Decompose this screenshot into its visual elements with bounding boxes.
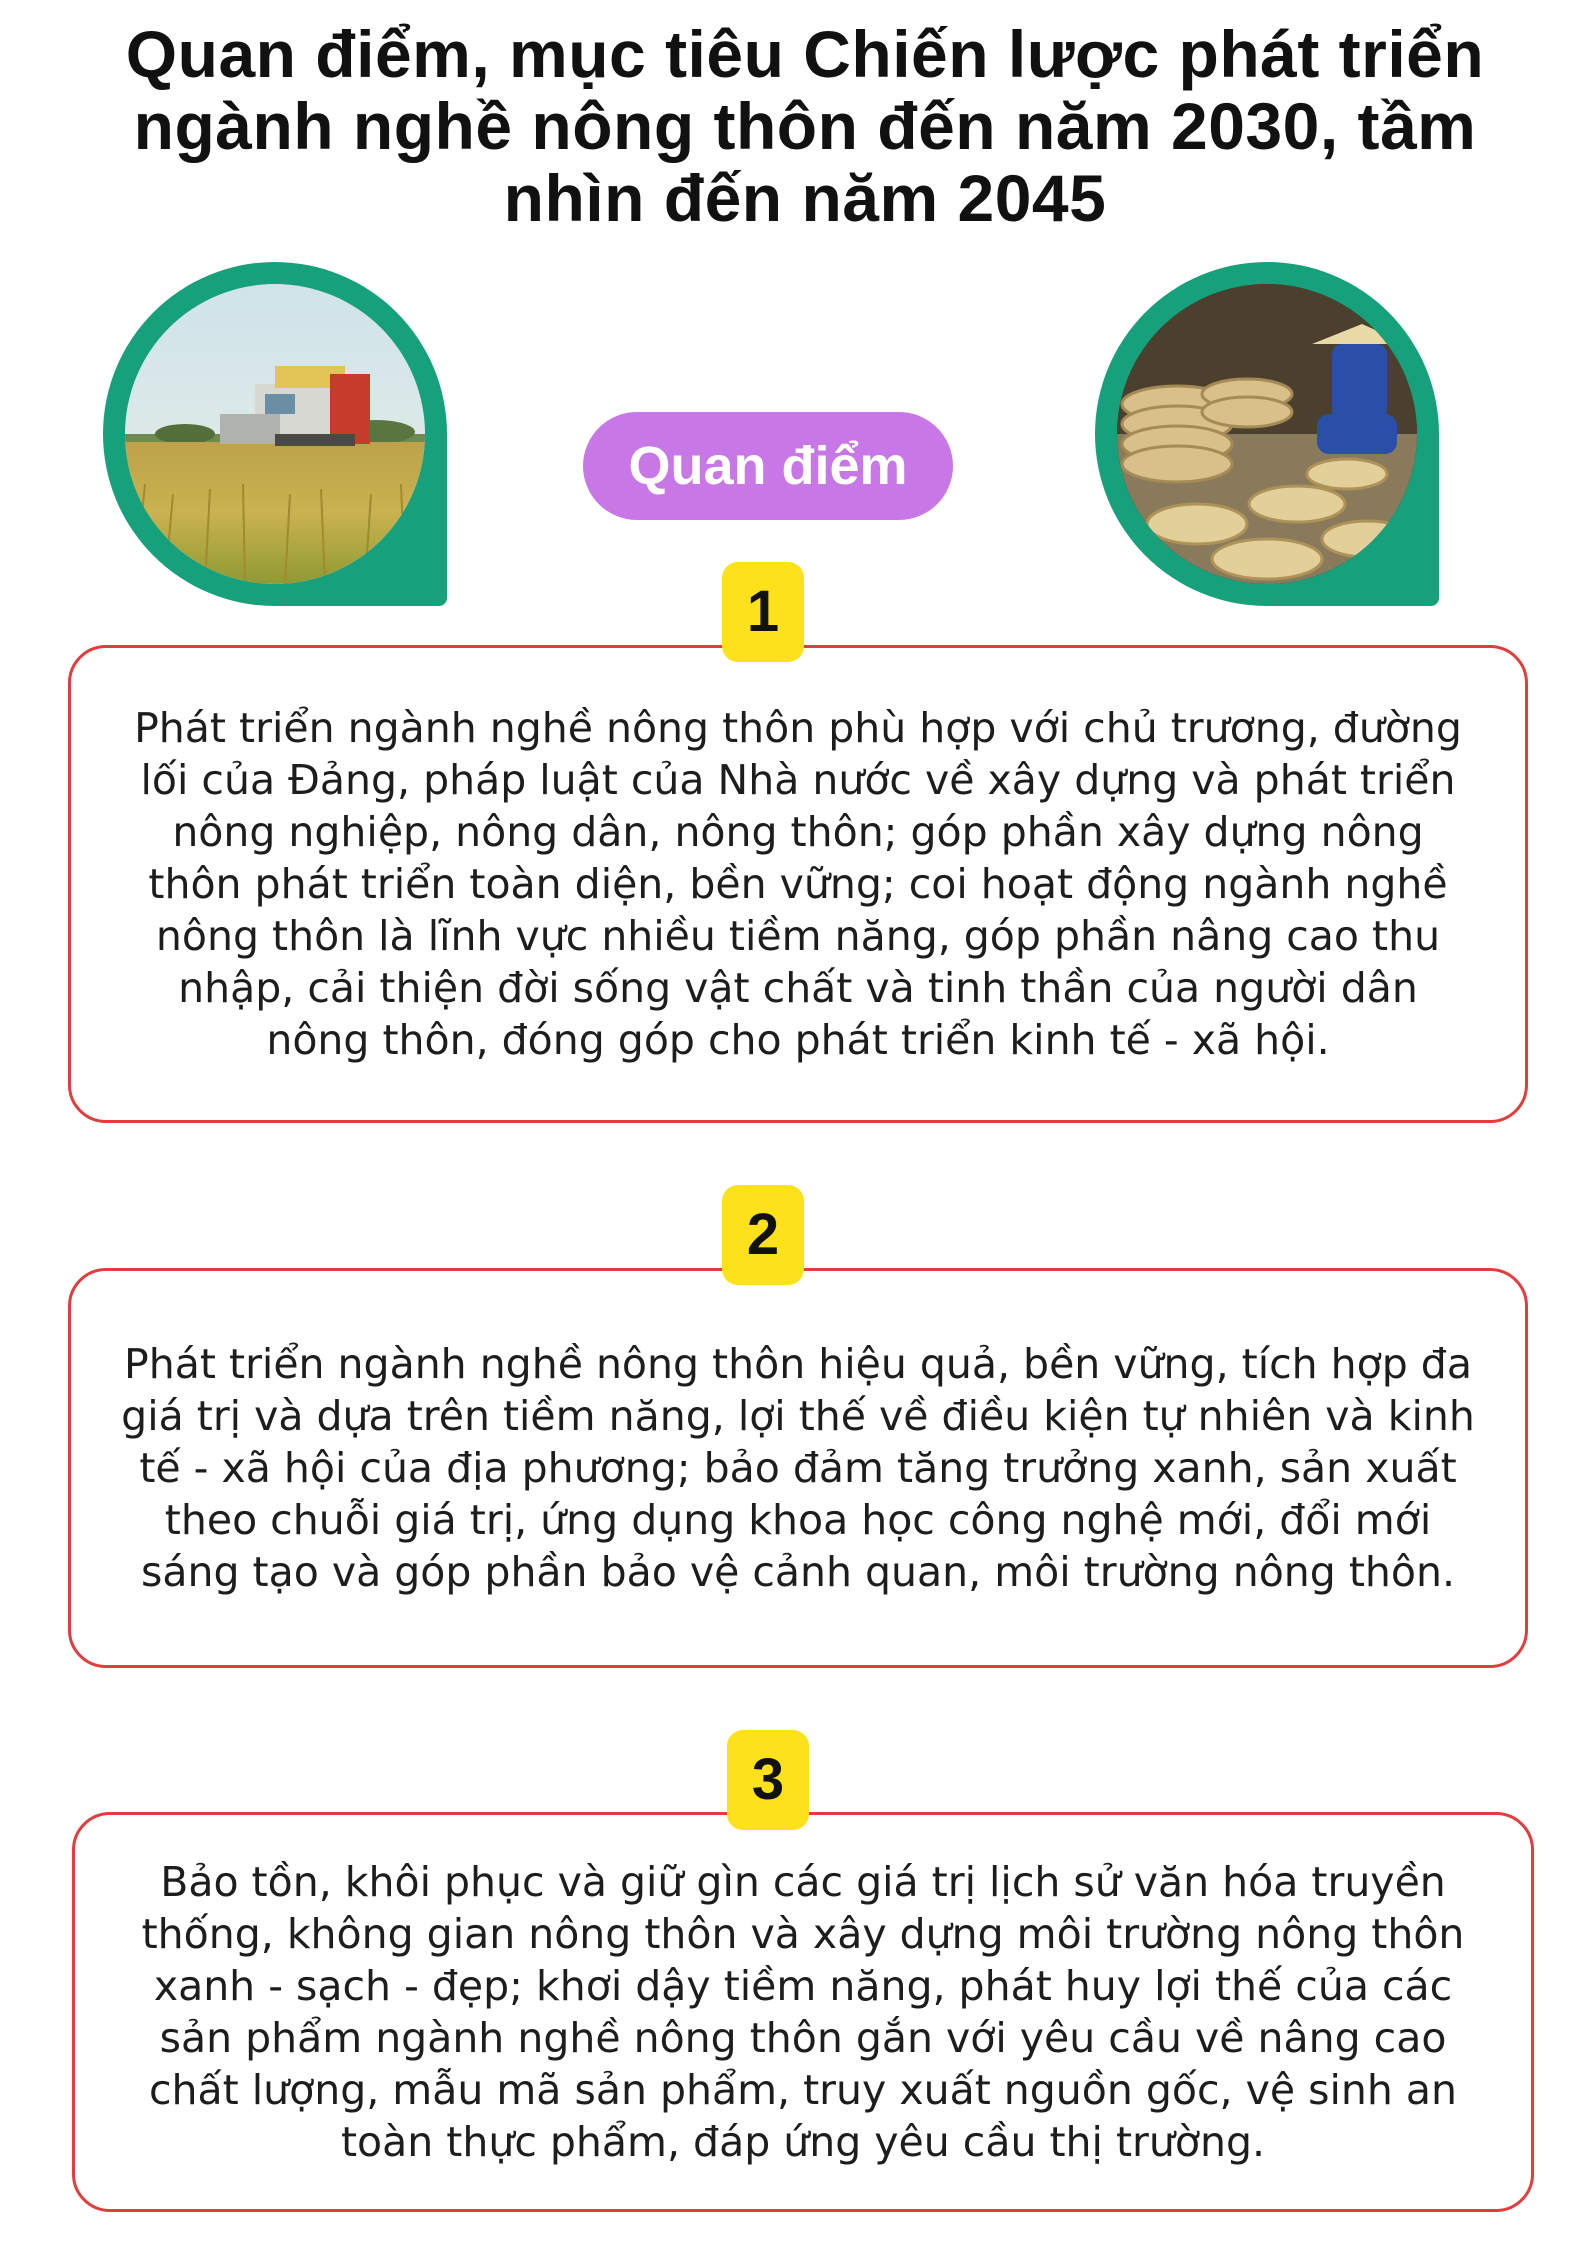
right-photo-frame [1095,262,1439,606]
item-number-badge-3: 3 [727,1730,809,1830]
woven-baskets-illustration [1117,284,1417,584]
item-number-badge-2: 2 [722,1185,804,1285]
rice-harvester-photo [125,284,425,584]
viewpoint-text-2: Phát triển ngành nghề nông thôn hiệu quả, bền vững, tích hợp đa giá trị và dựa trên tiềm năng, lợi thế về điều kiện tự nhiên và kinh tế - xã hội của địa phương; bảo đảm tăng trưởng xanh, sản xuất theo chuỗi giá trị, ứng dụng khoa học công nghệ mới, đổi mới sáng tạo và góp phần bảo vệ cảnh quan, môi trường nông thôn. [121,1340,1475,1596]
item-number-badge-1: 1 [722,562,804,662]
section-label-pill: Quan điểm [583,412,953,520]
viewpoint-text-3: Bảo tồn, khôi phục và giữ gìn các giá trị lịch sử văn hóa truyền thống, không gian nông thôn và xây dựng môi trường nông thôn xanh - sạch - đẹp; khơi dậy tiềm năng, phát huy lợi thế của các sản phẩm ngành nghề nông thôn gắn với yêu cầu về nâng cao chất lượng, mẫu mã sản phẩm, truy xuất nguồn gốc, vệ sinh an toàn thực phẩm, đáp ứng yêu cầu thị trường. [141,1858,1465,2166]
viewpoint-box-1 [68,645,1528,1123]
viewpoint-box-3 [72,1812,1534,2212]
viewpoint-box-2 [68,1268,1528,1668]
woven-baskets-photo [1117,284,1417,584]
page-title: Quan điểm, mục tiêu Chiến lược phát triển ngành nghề nông thôn đến năm 2030, tầm nhìn đến năm 2045 [125,17,1485,235]
rice-harvester-illustration [125,284,425,584]
viewpoint-text-1: Phát triển ngành nghề nông thôn phù hợp với chủ trương, đường lối của Đảng, pháp luật của Nhà nước về xây dựng và phát triển nông nghiệp, nông dân, nông thôn; góp phần xây dựng nông thôn phát triển toàn diện, bền vững; coi hoạt động ngành nghề nông thôn là lĩnh vực nhiều tiềm năng, góp phần nâng cao thu nhập, cải thiện đời sống vật chất và tinh thần của người dân nông thôn, đóng góp cho phát triển kinh tế - xã hội. [134,704,1462,1064]
left-photo-frame [103,262,447,606]
